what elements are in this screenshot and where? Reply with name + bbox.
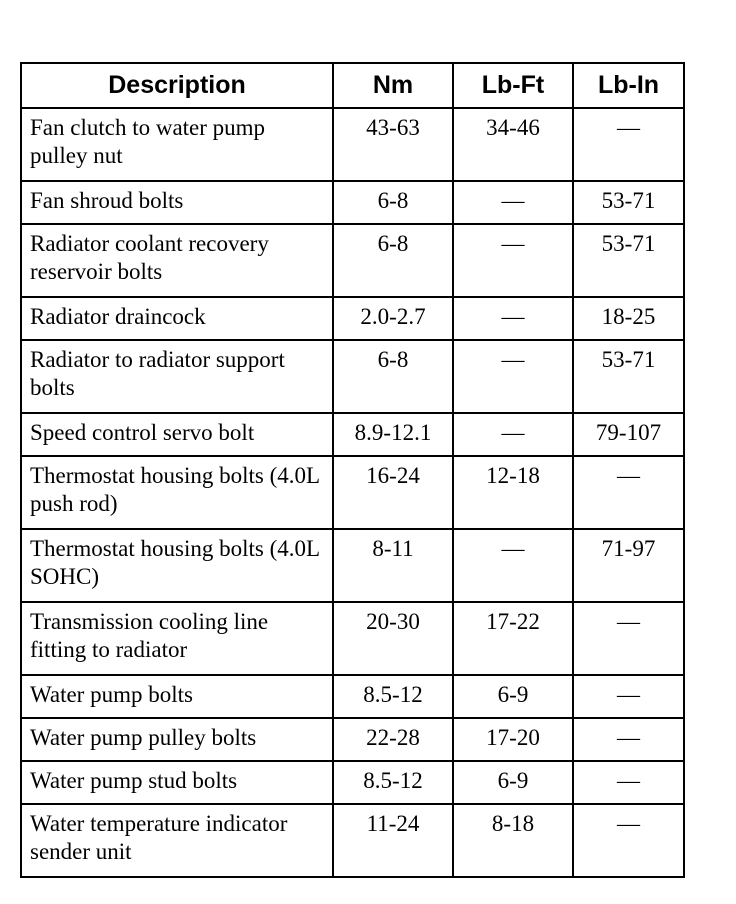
cell-lb-in: 53-71 <box>573 181 684 224</box>
cell-description: Fan clutch to water pump pulley nut <box>21 108 333 181</box>
cell-lb-in: — <box>573 761 684 804</box>
cell-nm: 6-8 <box>333 340 453 413</box>
cell-lb-in: 79-107 <box>573 413 684 456</box>
table-row <box>21 456 684 529</box>
cell-lb-ft: 6-9 <box>453 675 573 718</box>
header-row <box>21 63 684 108</box>
cell-description: Water pump bolts <box>21 675 333 718</box>
cell-lb-ft: — <box>453 181 573 224</box>
cell-description: Water pump stud bolts <box>21 761 333 804</box>
table-row <box>21 108 684 181</box>
cell-nm: 6-8 <box>333 224 453 297</box>
cell-nm: 6-8 <box>333 181 453 224</box>
cell-lb-in: — <box>573 456 684 529</box>
cell-lb-ft: — <box>453 297 573 340</box>
cell-nm: 8.5-12 <box>333 761 453 804</box>
cell-lb-ft: 17-20 <box>453 718 573 761</box>
cell-description: Water temperature indicator sender unit <box>21 804 333 877</box>
cell-lb-in: — <box>573 108 684 181</box>
cell-lb-in: — <box>573 602 684 675</box>
cell-nm: 2.0-2.7 <box>333 297 453 340</box>
cell-lb-ft: 6-9 <box>453 761 573 804</box>
table-row <box>21 413 684 456</box>
table-row <box>21 675 684 718</box>
table-row <box>21 718 684 761</box>
cell-nm: 22-28 <box>333 718 453 761</box>
cell-lb-in: — <box>573 675 684 718</box>
table-row <box>21 224 684 297</box>
table-row <box>21 804 684 877</box>
table-row <box>21 602 684 675</box>
cell-nm: 20-30 <box>333 602 453 675</box>
cell-nm: 8.9-12.1 <box>333 413 453 456</box>
cell-lb-in: 71-97 <box>573 529 684 602</box>
cell-description: Radiator draincock <box>21 297 333 340</box>
header-nm: Nm <box>333 63 453 108</box>
cell-lb-in: — <box>573 804 684 877</box>
cell-lb-in: — <box>573 718 684 761</box>
cell-lb-ft: — <box>453 224 573 297</box>
table-row <box>21 340 684 413</box>
cell-nm: 8.5-12 <box>333 675 453 718</box>
cell-nm: 16-24 <box>333 456 453 529</box>
cell-lb-ft: — <box>453 529 573 602</box>
cell-nm: 43-63 <box>333 108 453 181</box>
cell-description: Thermostat housing bolts (4.0L SOHC) <box>21 529 333 602</box>
cell-lb-ft: 17-22 <box>453 602 573 675</box>
cell-lb-in: 53-71 <box>573 340 684 413</box>
torque-spec-table <box>20 62 685 878</box>
cell-nm: 8-11 <box>333 529 453 602</box>
cell-lb-in: 18-25 <box>573 297 684 340</box>
cell-lb-ft: — <box>453 413 573 456</box>
cell-lb-ft: 34-46 <box>453 108 573 181</box>
cell-description: Transmission cooling line fitting to radiator <box>21 602 333 675</box>
cell-description: Radiator coolant recovery reservoir bolts <box>21 224 333 297</box>
cell-lb-ft: 12-18 <box>453 456 573 529</box>
table-row <box>21 181 684 224</box>
header-lb-in: Lb-In <box>573 63 684 108</box>
cell-description: Radiator to radiator support bolts <box>21 340 333 413</box>
table-row <box>21 529 684 602</box>
cell-lb-ft: 8-18 <box>453 804 573 877</box>
table-row <box>21 761 684 804</box>
cell-description: Fan shroud bolts <box>21 181 333 224</box>
cell-description: Water pump pulley bolts <box>21 718 333 761</box>
cell-description: Thermostat housing bolts (4.0L push rod) <box>21 456 333 529</box>
header-description: Description <box>21 63 333 108</box>
cell-lb-in: 53-71 <box>573 224 684 297</box>
header-lb-ft: Lb-Ft <box>453 63 573 108</box>
cell-nm: 11-24 <box>333 804 453 877</box>
cell-description: Speed control servo bolt <box>21 413 333 456</box>
cell-lb-ft: — <box>453 340 573 413</box>
table-row <box>21 297 684 340</box>
